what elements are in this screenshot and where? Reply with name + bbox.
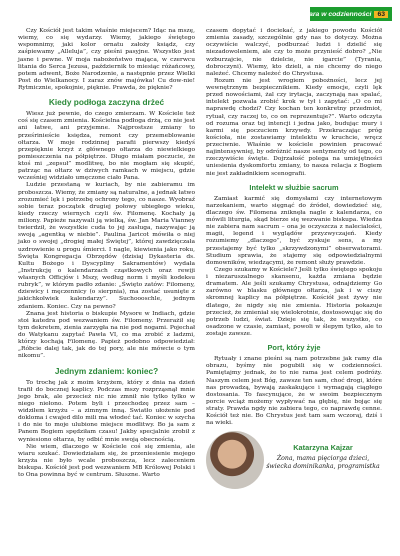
author-name: Katarzyna Kajzar — [293, 443, 353, 453]
left-column — [18, 28, 195, 479]
page-header — [0, 0, 400, 20]
page-number: 63 — [374, 11, 388, 18]
section-title: Wiara w codzienności — [300, 10, 372, 18]
paragraph: Czy Kościół jest takim właśnie miejscem? Idąc na mszę, wiemy, co się wydarzy. Wiemy, jakiego świętego wspomnimy, jaki kolor ornatu założy ksiądz, czy zaśpiewamy „Alleluja”, czy pieśni pasyjne. Wszystko jest jasne i pewne. W moja nabożeństwo mająca, w czerwcu litania do Serca Jezusa, październik to miesiąc różańcowy, potem adwent, Boże Narodzenie, a następnie przez Wielki Post do Wielkanocy. I zaraz znów majówka! Cu dow-nie! Rytmicznie, spokojnie, pięknie. Prawda, że pięknie? — [18, 28, 195, 91]
paragraph: Rytuały i znane pieśni są nam potrzebne jak ramy dla obrazu, byśmy nie pogubili się w codzienności. Pamiętajmy jednak, że to nie rama jest celem podróży. Naszym celem jest Bóg, zawsze ten sam, choć drogi, które nas prowadzą, bywają zaskakujące i wymagają ciągłego dostosania. To fascynujące, że w swoim bezpiecznym porcie wciąż możemy wypływać na głębię, nie bojąc się straty. Prawda ngdy nie zabiera tego, co naprawdę cenne. Kościół też nie. Bo Chrystus jest tam sam wczoraj, dziś i na wieki. — [206, 356, 382, 427]
section-heading: Port, który żyje — [267, 343, 321, 353]
paragraph: Wiesz już pewnie, do czego zmierzam. W Kościele też coś się czasem zmienia. Kościelna podłoga drżą, co nie jest ani łatwe, ani przyjemne. Najprostsze zmiany to prześrinieście księdza, remont czy przemeblowanie ołtarza. W moje rodzinnej parafii pierwszy kiedyś przepięknie krzyż z głównego ołtarza do niewielkiego pomieszczenia na półpiętrze. Długo miałam poczucie, że ktoś mi „zepsuł” modlitwę, bo nie mogłam się skupić, patrząc na ołtarz w dziwych ramkach w miejscu, gdzie wcześniej widziało umęczone ciało Pana. — [18, 111, 195, 182]
paragraph: Czego szukamy w Kościele? Jeśli tylko świętego spokoju i niezaruszalnego skansenu, każda zmiana będzie dramatem. Ale jeśli szukamy Chrystusa, odnajdziemy Go zarówno w blasku głównego ołtarza, jak i w ciszy skromnej kaplicy na półpiętrze. Kościół jest żywy nie dlatego, że nigdy się nie zmienia. Historia pokazuje przecież, że zmieniał się wielokrotnie, dostosowując się do potrzeb ludzi, świat. Dzieje się tak, że wszystko, co osadzone w czasie, zamiast, powoli w ślepym tylko, ale to zostaje zawsze. — [206, 266, 382, 337]
paragraph: czasem dopytać i dociekać, z jakiego powodu Kościół zmienia zasady, szczególnie gdy nas to dotyczy. Można oczywiście walczyć, podburzać ludzi i dzielić się niezadowoleniem, ale czy to może przynieść dobro? „Nie wzburzajcie, nie dzielcie, nie igarcie” (Tyrania, dobroczyni). Wiemy, kto dzieli, a nie chcemy do niego należeć. Chcemy należeć do Chrystusa. — [206, 28, 382, 77]
right-column — [206, 28, 382, 489]
section-heading: Kiedy podłoga zaczyna drżeć — [48, 97, 165, 108]
author-box — [206, 431, 382, 489]
paragraph: Zamiast karmić się domysłami czy internetowym narzekaniem, warto sięgnąć do źródeł, dowiedzieć się, dlaczego św. Filomena zniknęła nagle z kalendarza, co mówili liturgia, skąd bierze się wezwanie biskupa. Wiedza nie zabiera nam sacrum – ona je oczyszcza z nalecialości, magii, legend i wyglądów przyzwyczajeń. Kiedy rozumiemy „dlaczego”, być zyskuje sens, a my przestajemy być tylko „skrzywdzonymi” obserwatorami. Studium sprawia, że stajemy się odpowiedzialnymi domowników, wiedzącymi, że remont służy prawdzie. — [206, 195, 382, 266]
author-photo — [206, 431, 264, 489]
paragraph: Rozum nie jest wrogiem pobożności, lecz jej wewnętrznym bezpiecznikiem. Kiedy emocje, czyli lęk przed nowościami, żal czy irytacja, zaczynają nas spalać, intelekt pozwala zrobić krok w tył i zapytać: „O co mi naprawdę chodzi? Czy kochan ten konkretny przedmiot, rytuał, czy raczej to, co on reprezentuje?”. Warto odczyta od rozuma oraz tej intencji i jedna jako, budując mury i karmi się poczuciem krzywdy. Przekraczając próg kościoła, nie zostawiamy intelektu w kruchcie, wręcz przeciwnie. Właśnie w kościele powinien pracować najintensywniej, by odróżnić nasze sentymenty od tego, co rzeczywiście święte. Dojrzałość polega na umiejętności uniesienia dyskomfortu zmiany, to nasza relacja z Bogiem nie jest zakładnikiem scenografii. — [206, 77, 382, 177]
paragraph: Znana jest historia o biskupie Mysore w Indiach, gdzie stoi katedra pod wezwaniem św. Filomeny. Przerażił się tym dekretem, zienia zarzygła na nie pod nogami. Pojechał do Watykanu zapytać Pawła VI, co ma zrobić z ladzmi, którzy kochają Filomenę. Papież podobno odpowiedział: „Róbcie dalej tak, jak do tej pory, ale nie mówcie o tym nikomu”. — [18, 310, 195, 360]
section-heading: Intelekt w służbie sacrum — [249, 182, 339, 192]
section-header-strip — [300, 7, 392, 21]
author-info — [264, 431, 382, 470]
paragraph: Ludzie przestaną w kuriach, by nie zabieramu im proboszcza. Wiemy, że zmiany są naturalne, a jednak łatwo zrozumieć lęk i potrzebę ochrony tego, co nasze. Wyobraź sobie teraz początek drugiej połowy ubiegłego wieku, kiedy rzeczy wiernych czyli św. Filomenę. Kochały ją miliony. Papieże nazywali ją wielką, św. Jan Maria Vianney twierdził, że wszystkie cuda to jej zasługa, nazywając ją swoją „agentką w niebie”. Paulina Jaricot mówiła o niej jako o swojej „drogiej małej Świętej”, której zawdzięczała uzdrowienie u progu śmierci. I nagle, kiewienia jako roku, Święta Kongregacja Obrzędów (dzisiaj Dykasteria ds. Kultu Bożego i Dyscypliny Sakramentów) wydała „Instrukcję o kalendarzach cząstkowych oraz rewiji własnych Officjów i Mszy, według norm i myśli kodeksu rubryk”, w którym padło zdanie: „Święto zatów: Filomeny, dziewicy i męczennicy (o sierpnia), ma zostać usunięte z jakichkolwiek kalendarzy”. Suchoooschle, jednym zdaniem. Koniec. Czy na pewno? — [18, 182, 195, 310]
paragraph: Nie wiem, dlaczego w Kościele coś się zmienia, ale wiaru szukać. Dowiedziałam się, że przeniesienie mojego krzyża nie było wcale proboszcza, lecz zaleceniem biskupa. Kościół jest pod wezwaniem MB Królowej Polski i to Ona powinna być w centrum. Słuszne. Warto — [18, 443, 195, 479]
author-bio: Żona, mama pięciorga dzieci, świecka dominikanka, programistka — [266, 455, 380, 470]
paragraph: To trochę jak z moim krzyżem, który z dnia na dzień trafił do bocznej kaplicy. Podczas mszy rozprząsnął mnie jego brak, ale przecież nic nie zmnił nie tylko tylko w niego niełono. Potem byli i przechodzę przez sam – widziłem krzyżu – a zimnym inną. Swiatło ułożenie pod dokloma i cwajed dilo mili ma włodeć tać. Koniec w szycha i do nie to moje ulubione miejsce modlitwy. Bo ja sam z Panem Bogiem spędziłam czasu! Jakby specjalnie zrobił z wyniesiono ołtarza, by odbić mnie swoją obecnością. — [18, 379, 195, 443]
section-heading: Jednym zdaniem: koniec? — [54, 365, 159, 376]
